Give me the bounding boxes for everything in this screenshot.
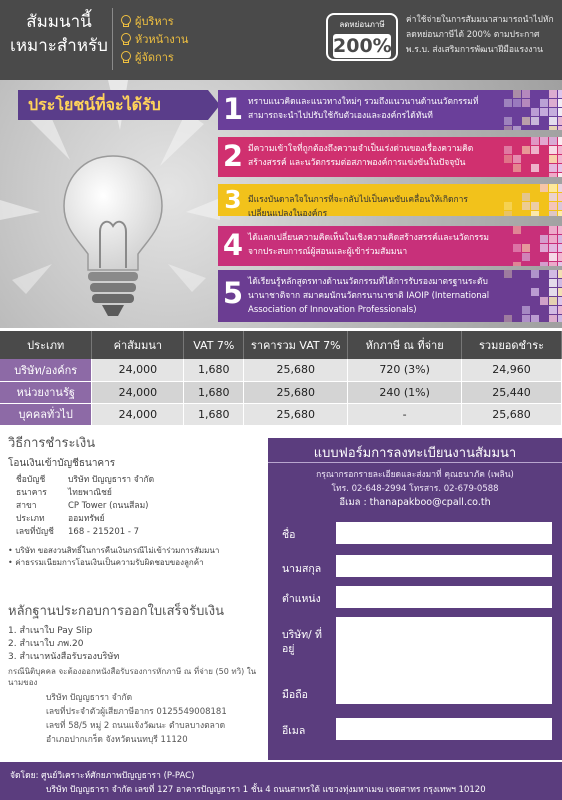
tax-note: ค่าใช้จ่ายในการสัมมนาสามารถนำไปหักลดหย่อนภาษีได้ 200% ตามประกาศ พ.ร.บ. ส่งเสริมการพัฒนาฝีมือแรงงาน bbox=[406, 15, 554, 55]
bank-detail-value: ออมทรัพย์ bbox=[68, 514, 105, 524]
audience-item bbox=[120, 30, 188, 48]
mosaic-tile bbox=[504, 117, 512, 125]
mosaic-tile bbox=[513, 155, 521, 163]
mosaic-tile bbox=[513, 164, 521, 172]
address-line: เลขที่ 58/5 หมู่ 2 ถนนแจ้งวัฒนะ ตำบลบางตลาด bbox=[46, 721, 226, 731]
mosaic-tile bbox=[549, 146, 557, 154]
address-line: บริษัท ปัญญธารา จำกัด bbox=[46, 693, 133, 703]
mosaic-tile bbox=[558, 315, 562, 322]
payment-notes bbox=[8, 545, 266, 569]
tax-caption: ลดหย่อนภาษี bbox=[339, 20, 385, 29]
mosaic-tile bbox=[549, 202, 557, 210]
lightbulb-illustration bbox=[58, 152, 168, 322]
audience-label: ผู้จัดการ bbox=[135, 51, 174, 64]
mosaic-tile bbox=[522, 315, 530, 322]
mosaic-tile bbox=[504, 211, 512, 216]
mosaic-tile bbox=[522, 90, 530, 98]
row-label: หน่วยงานรัฐ bbox=[0, 381, 92, 403]
bank-detail-key: เลขที่บัญชี bbox=[16, 527, 54, 537]
mosaic-tile bbox=[522, 193, 530, 201]
bank-detail-key: สาขา bbox=[16, 501, 37, 511]
payment-note: • บริษัท ขอสงวนสิทธิ์ในการคืนเงินกรณีไม่เข้าร่วมการสัมมนา bbox=[8, 546, 220, 555]
benefit-item bbox=[218, 184, 562, 216]
table-cell: 720 (3%) bbox=[348, 359, 462, 381]
table-cell: 24,000 bbox=[92, 403, 184, 425]
benefit-mosaic-decoration bbox=[504, 137, 562, 177]
benefit-text: ได้แลกเปลี่ยนความคิดเห็นในเชิงความคิดสร้างสรรค์และนวัตกรรม จากประสบการณ์ผู้สอนและผู้เข้าร่วมสัมมนา bbox=[248, 233, 490, 257]
mosaic-tile bbox=[549, 184, 557, 192]
bank-detail-value: CP Tower (ถนนสีลม) bbox=[68, 501, 149, 511]
mosaic-tile bbox=[549, 173, 557, 177]
mosaic-tile bbox=[558, 193, 562, 201]
mosaic-tile bbox=[558, 211, 562, 216]
mosaic-tile bbox=[531, 288, 539, 296]
mosaic-tile bbox=[540, 99, 548, 107]
mosaic-tile bbox=[549, 306, 557, 314]
bank-detail-row bbox=[8, 487, 266, 500]
benefit-mosaic-decoration bbox=[504, 90, 562, 130]
benefit-item bbox=[218, 270, 562, 322]
payment-note-text: บริษัท ขอสงวนสิทธิ์ในการคืนเงินกรณีไม่เข้าร่วมการสัมมนา bbox=[15, 546, 220, 555]
mosaic-tile bbox=[531, 137, 539, 145]
mosaic-tile bbox=[540, 108, 548, 116]
mosaic-tile bbox=[504, 155, 512, 163]
mosaic-tile bbox=[540, 262, 548, 266]
form-instruction: กรุณากรอกรายละเอียดและส่งมาที่ คุณธนาภัค (เพลิน) bbox=[316, 470, 514, 480]
field-label-first-name: ชื่อ bbox=[282, 529, 296, 541]
benefit-number: 1 bbox=[222, 92, 244, 126]
mosaic-tile bbox=[558, 253, 562, 261]
mosaic-tile bbox=[558, 108, 562, 116]
bank-detail-value: บริษัท ปัญญธารา จำกัด bbox=[68, 475, 155, 485]
table-cell: - bbox=[348, 403, 462, 425]
mosaic-tile bbox=[558, 184, 562, 192]
benefit-text: ได้เรียนรู้หลักสูตรทางด้านนวัตกรรมที่ได้การรับรองมาตรฐานระดับนานาชาติจาก สมาคมนักนวัตกรนานาชาติ IAOIP (International Association of Innovation Professionals) bbox=[248, 277, 490, 315]
table-cell: 25,680 bbox=[244, 381, 348, 403]
mosaic-tile bbox=[558, 117, 562, 125]
mosaic-tile bbox=[504, 202, 512, 210]
field-label-company-address: บริษัท/ ที่อยู่ bbox=[282, 629, 322, 655]
mosaic-tile bbox=[549, 193, 557, 201]
mosaic-tile bbox=[558, 164, 562, 172]
mosaic-tile bbox=[549, 297, 557, 305]
pricing-header-row bbox=[0, 331, 562, 359]
document-item: 1. สำเนาใบ Pay Slip bbox=[8, 626, 93, 636]
mosaic-tile bbox=[540, 244, 548, 252]
lightbulb-icon bbox=[120, 33, 130, 45]
mosaic-tile bbox=[558, 288, 562, 296]
mosaic-tile bbox=[531, 211, 539, 216]
benefit-text: ทราบแนวคิดและแนวทางใหม่ๆ รวมถึงแนวนานด้านนวัตกรรมที่สามารถจะนำไปปรับใช้กับตัวเองและองค์กรได้ทันที bbox=[248, 97, 479, 121]
table-row bbox=[0, 381, 562, 403]
mosaic-tile bbox=[549, 253, 557, 261]
payment-subtitle: โอนเงินเข้าบัญชีธนาคาร bbox=[8, 458, 116, 469]
audience-title-line1: สัมมนานี้ bbox=[26, 12, 92, 32]
documents-note: กรณีนิติบุคคล จะต้องออกหนังสือรับรองการหักภาษี ณ ที่จ่าย (50 ทวิ) ในนามของ bbox=[8, 667, 257, 687]
table-row bbox=[0, 403, 562, 425]
benefit-mosaic-decoration bbox=[504, 270, 562, 322]
mosaic-tile bbox=[522, 253, 530, 261]
mosaic-tile bbox=[558, 306, 562, 314]
footer bbox=[0, 762, 562, 800]
mobile-field[interactable] bbox=[336, 682, 552, 704]
address-line: อำเภอปากเกร็ด จังหวัดนนทบุรี 11120 bbox=[46, 735, 188, 745]
field-label-mobile: มือถือ bbox=[282, 689, 308, 701]
pricing-table bbox=[0, 331, 562, 426]
mosaic-tile bbox=[549, 155, 557, 163]
mosaic-tile bbox=[522, 117, 530, 125]
mosaic-tile bbox=[549, 117, 557, 125]
audience-title-line2: เหมาะสำหรับ bbox=[10, 36, 108, 56]
mosaic-tile bbox=[531, 146, 539, 154]
mosaic-tile bbox=[504, 270, 512, 278]
mosaic-tile bbox=[522, 244, 530, 252]
audience-label: ผู้บริหาร bbox=[135, 15, 174, 28]
column-header: ประเภท bbox=[0, 331, 92, 359]
bank-detail-value: 168 - 215201 - 7 bbox=[68, 527, 140, 537]
organizer-address: บริษัท ปัญญธารา จำกัด เลขที่ 127 อาคารปัญญธารา 1 ชั้น 4 ถนนสาทรใต้ แขวงทุ่งมหาเมฆ เขตสาทร กรุงเทพฯ 10120 bbox=[46, 785, 486, 795]
mosaic-tile bbox=[531, 270, 539, 278]
position-field[interactable] bbox=[336, 586, 552, 608]
benefit-text: มีแรงบันดาลใจในการที่จะกลับไปเป็นคนขับเคลื่อนให้เกิดการเปลี่ยนแปลงในองค์กร bbox=[248, 195, 468, 216]
mosaic-tile bbox=[513, 126, 521, 130]
bank-detail-key: ประเภท bbox=[16, 514, 45, 524]
mosaic-tile bbox=[558, 262, 562, 266]
documents-list bbox=[8, 625, 266, 664]
mosaic-tile bbox=[558, 126, 562, 130]
bank-detail-key: ธนาคาร bbox=[16, 488, 47, 498]
benefit-item bbox=[218, 226, 562, 266]
benefit-number: 2 bbox=[222, 139, 244, 173]
mosaic-tile bbox=[540, 184, 548, 192]
benefit-mosaic-decoration bbox=[504, 226, 562, 266]
tax-deduction-badge bbox=[326, 13, 398, 61]
row-label: บริษัท/องค์กร bbox=[0, 359, 92, 381]
column-header: รวมยอดชำระ bbox=[462, 331, 562, 359]
mosaic-tile bbox=[531, 117, 539, 125]
mosaic-tile bbox=[522, 202, 530, 210]
mosaic-tile bbox=[549, 288, 557, 296]
benefit-item bbox=[218, 137, 562, 177]
mosaic-tile bbox=[549, 126, 557, 130]
mosaic-tile bbox=[513, 99, 521, 107]
field-label-last-name: นามสกุล bbox=[282, 563, 322, 575]
receipt-documents-section bbox=[8, 600, 266, 747]
mosaic-tile bbox=[531, 202, 539, 210]
registration-form bbox=[268, 438, 562, 760]
mosaic-tile bbox=[549, 279, 557, 287]
audience-list bbox=[120, 12, 188, 66]
column-header: VAT 7% bbox=[184, 331, 244, 359]
mosaic-tile bbox=[531, 164, 539, 172]
mosaic-tile bbox=[513, 90, 521, 98]
table-cell: 24,000 bbox=[92, 359, 184, 381]
mosaic-tile bbox=[504, 126, 512, 130]
mosaic-tile bbox=[540, 137, 548, 145]
mosaic-tile bbox=[513, 244, 521, 252]
mosaic-tile bbox=[549, 244, 557, 252]
table-cell: 25,680 bbox=[462, 403, 562, 425]
mosaic-tile bbox=[549, 235, 557, 243]
mosaic-tile bbox=[549, 99, 557, 107]
mosaic-tile bbox=[549, 270, 557, 278]
mosaic-tile bbox=[522, 99, 530, 107]
table-cell: 25,680 bbox=[244, 403, 348, 425]
mosaic-tile bbox=[549, 226, 557, 234]
column-header: ราคารวม VAT 7% bbox=[244, 331, 348, 359]
table-cell: 25,680 bbox=[244, 359, 348, 381]
table-cell: 24,960 bbox=[462, 359, 562, 381]
benefit-item bbox=[218, 90, 562, 130]
field-label-position: ตำแหน่ง bbox=[282, 593, 321, 605]
benefit-number: 3 bbox=[224, 185, 242, 214]
audience-title bbox=[10, 10, 108, 58]
audience-item bbox=[120, 12, 188, 30]
mosaic-tile bbox=[558, 99, 562, 107]
mosaic-tile bbox=[558, 279, 562, 287]
mosaic-tile bbox=[558, 235, 562, 243]
mosaic-tile bbox=[549, 164, 557, 172]
mosaic-tile bbox=[558, 270, 562, 278]
table-cell: 24,000 bbox=[92, 381, 184, 403]
benefit-mosaic-decoration bbox=[504, 184, 562, 216]
form-title: แบบฟอร์มการลงทะเบียนงานสัมมนา bbox=[313, 446, 517, 461]
organizer-line: จัดโดย: ศูนย์วิเคราะห์ศักยภาพปัญญธารา (P-PAC) bbox=[10, 771, 195, 781]
bank-detail-row bbox=[8, 474, 266, 487]
table-cell: 1,680 bbox=[184, 359, 244, 381]
mosaic-tile bbox=[549, 262, 557, 266]
field-label-email: อีเมล bbox=[282, 725, 306, 737]
mosaic-tile bbox=[549, 90, 557, 98]
bank-detail-row bbox=[8, 526, 266, 539]
mosaic-tile bbox=[531, 315, 539, 322]
email-field[interactable] bbox=[336, 718, 552, 740]
lightbulb-icon bbox=[120, 51, 130, 63]
payment-section bbox=[8, 432, 266, 569]
header-divider bbox=[112, 8, 113, 70]
audience-item bbox=[120, 48, 188, 66]
mosaic-tile bbox=[513, 226, 521, 234]
mosaic-tile bbox=[558, 146, 562, 154]
address-line: เลขที่ประจำตัวผู้เสียภาษีอากร 0125549008181 bbox=[46, 707, 227, 717]
benefit-number: 4 bbox=[222, 228, 244, 262]
mosaic-tile bbox=[558, 244, 562, 252]
form-divider bbox=[268, 462, 562, 463]
mosaic-tile bbox=[558, 202, 562, 210]
last-name-field[interactable] bbox=[336, 555, 552, 577]
benefits-section bbox=[0, 80, 562, 328]
payment-note: • ค่าธรรมเนียมการโอนเงินเป็นความรับผิดชอบของลูกค้า bbox=[8, 558, 204, 567]
mosaic-tile bbox=[558, 173, 562, 177]
bank-detail-value: ไทยพาณิชย์ bbox=[68, 488, 112, 498]
row-label: บุคคลทั่วไป bbox=[0, 403, 92, 425]
mosaic-tile bbox=[504, 315, 512, 322]
benefits-title: ประโยชน์ที่จะได้รับ bbox=[18, 90, 208, 120]
mosaic-tile bbox=[522, 146, 530, 154]
document-item: 2. สำเนาใบ ภพ.20 bbox=[8, 639, 84, 649]
payment-note-text: ค่าธรรมเนียมการโอนเงินเป็นความรับผิดชอบของลูกค้า bbox=[15, 558, 204, 567]
mosaic-tile bbox=[522, 306, 530, 314]
header bbox=[0, 0, 562, 80]
payment-title: วิธีการชำระเงิน bbox=[8, 436, 96, 451]
table-cell: 1,680 bbox=[184, 381, 244, 403]
mosaic-tile bbox=[549, 108, 557, 116]
mosaic-tile bbox=[558, 137, 562, 145]
form-phone-fax: โทร. 02-648-2994 โทรสาร. 02-679-0588 bbox=[331, 484, 499, 494]
table-cell: 240 (1%) bbox=[348, 381, 462, 403]
bank-detail-row bbox=[8, 513, 266, 526]
mosaic-tile bbox=[513, 262, 521, 266]
company-address-field[interactable] bbox=[336, 617, 552, 683]
form-contact-info bbox=[268, 468, 562, 510]
mosaic-tile bbox=[558, 226, 562, 234]
bank-detail-row bbox=[8, 500, 266, 513]
benefit-text: มีความเข้าใจที่ถูกต้องถึงความจำเป็นเร่งด่วนของเรื่องความคิดสร้างสรรค์ และนวัตกรรมต่อสภาพองค์การแข่งขันในปัจจุบัน bbox=[248, 144, 474, 168]
mosaic-tile bbox=[531, 108, 539, 116]
mosaic-tile bbox=[549, 315, 557, 322]
company-address bbox=[8, 691, 266, 747]
mosaic-tile bbox=[549, 137, 557, 145]
mosaic-tile bbox=[504, 146, 512, 154]
mosaic-tile bbox=[558, 297, 562, 305]
mosaic-tile bbox=[549, 211, 557, 216]
bank-detail-key: ชื่อบัญชี bbox=[16, 475, 46, 485]
table-cell: 25,440 bbox=[462, 381, 562, 403]
mosaic-tile bbox=[558, 155, 562, 163]
tax-value: 200% bbox=[333, 35, 392, 57]
table-row bbox=[0, 359, 562, 381]
benefit-number: 5 bbox=[222, 276, 244, 310]
column-header: หักภาษี ณ ที่จ่าย bbox=[348, 331, 462, 359]
mosaic-tile bbox=[558, 90, 562, 98]
mosaic-tile bbox=[540, 297, 548, 305]
audience-label: หัวหน้างาน bbox=[135, 33, 189, 46]
document-item: 3. สำเนาหนังสือรับรองบริษัท bbox=[8, 652, 120, 662]
documents-title: หลักฐานประกอบการออกใบเสร็จรับเงิน bbox=[8, 604, 225, 619]
lightbulb-icon bbox=[120, 15, 130, 27]
mosaic-tile bbox=[504, 99, 512, 107]
mosaic-tile bbox=[540, 235, 548, 243]
column-header: ค่าสัมมนา bbox=[92, 331, 184, 359]
form-email: อีเมล : thanapakboo@cpall.co.th bbox=[339, 497, 491, 508]
first-name-field[interactable] bbox=[336, 522, 552, 544]
table-cell: 1,680 bbox=[184, 403, 244, 425]
